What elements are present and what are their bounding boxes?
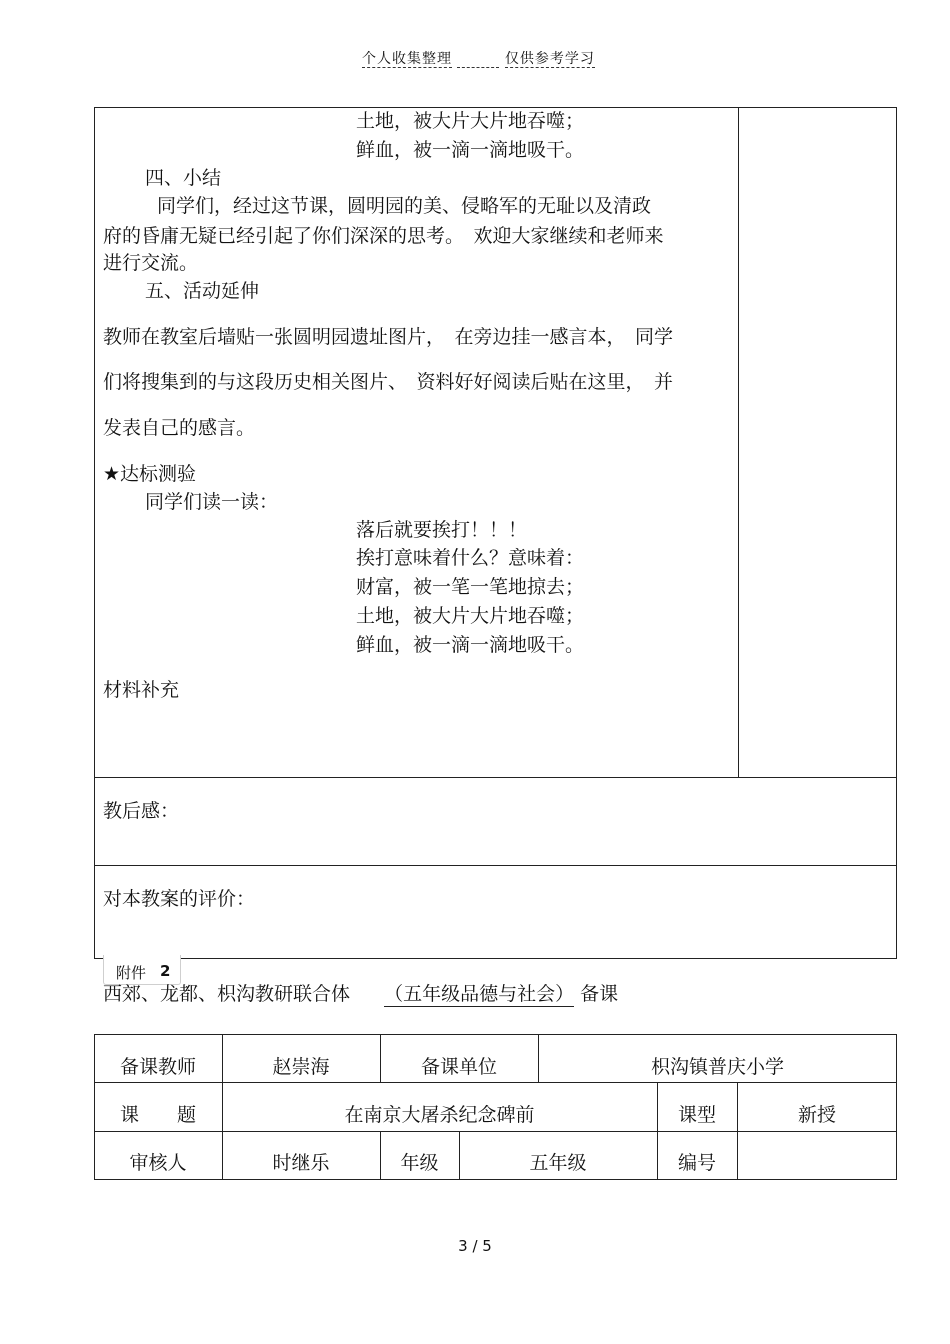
- header-gap: [457, 51, 499, 68]
- lesson-side-column-divider: [738, 107, 739, 777]
- type-value: 新授: [797, 1104, 836, 1126]
- poem-line: 挨打意味着什么？意味着：: [356, 547, 585, 569]
- form-title-prefix: 西郊、龙都、枳沟教研联合体: [103, 983, 351, 1005]
- page-number: 3 / 5: [458, 1237, 492, 1255]
- teacher-label: 备课教师: [119, 1056, 196, 1078]
- poem-line: 财富，被一笔一笔地掠去；: [356, 576, 585, 598]
- grade-label: 年级: [400, 1152, 439, 1174]
- test-intro: 同学们读一读：: [145, 491, 279, 513]
- extension-line: 们将搜集到的与这段历史相关图片、 资料好好阅读后贴在这里， 并: [103, 371, 674, 393]
- reflection-label: 教后感：: [103, 800, 180, 822]
- evaluation-row-divider: [94, 865, 897, 866]
- poem-line: 鲜血，被一滴一滴地吸干。: [356, 634, 585, 656]
- form-title-course: （五年级品德与社会）: [384, 983, 575, 1005]
- evaluation-label: 对本教案的评价：: [103, 888, 256, 910]
- attachment-tab: [103, 955, 181, 985]
- materials-label: 材料补充: [103, 679, 180, 701]
- grade-value: 五年级: [529, 1152, 587, 1174]
- attachment-word: 附件: [116, 964, 147, 982]
- poem-line: 落后就要挨打！！！: [356, 519, 528, 541]
- info-col-divider: [737, 1082, 738, 1180]
- reflection-row-divider: [94, 777, 897, 778]
- topic-value: 在南京大屠杀纪念碑前: [344, 1104, 535, 1126]
- unit-label: 备课单位: [420, 1056, 497, 1078]
- unit-value: 枳沟镇普庆小学: [650, 1056, 784, 1078]
- summary-line: 同学们，经过这节课，圆明园的美、侵略军的无耻以及清政: [157, 195, 652, 217]
- extension-line: 教师在教室后墙贴一张圆明园遗址图片， 在旁边挂一感言本， 同学: [103, 326, 674, 348]
- extension-line: 发表自己的感言。: [103, 417, 256, 439]
- summary-line: 府的昏庸无疑已经引起了你们深深的思考。 欢迎大家继续和老师来: [103, 225, 664, 247]
- test-heading: ★达标测验: [103, 463, 197, 485]
- form-title-suffix: 备课: [580, 983, 619, 1005]
- header-right-text: 仅供参考学习: [504, 51, 595, 67]
- info-row-divider: [94, 1082, 897, 1083]
- type-label: 课型: [677, 1104, 716, 1126]
- header-left-text: 个人收集整理: [362, 51, 452, 67]
- lesson-line: 鲜血，被一滴一滴地吸干。: [356, 139, 585, 161]
- topic-label: 课 题: [119, 1104, 196, 1126]
- lesson-line: 土地，被大片大片地吞噬；: [356, 110, 585, 132]
- form-title: [103, 982, 618, 1006]
- teacher-value: 赵崇海: [272, 1056, 330, 1078]
- extension-heading: 五、活动延伸: [145, 280, 260, 302]
- page-header: [362, 48, 595, 68]
- summary-heading: 四、小结: [145, 167, 222, 189]
- poem-line: 土地，被大片大片地吞噬；: [356, 605, 585, 627]
- attachment-number: 2: [160, 962, 171, 980]
- summary-line: 进行交流。: [103, 252, 199, 274]
- reviewer-label: 审核人: [129, 1152, 187, 1174]
- reviewer-value: 时继乐: [272, 1152, 330, 1174]
- info-row-divider: [94, 1131, 897, 1132]
- number-label: 编号: [677, 1152, 716, 1174]
